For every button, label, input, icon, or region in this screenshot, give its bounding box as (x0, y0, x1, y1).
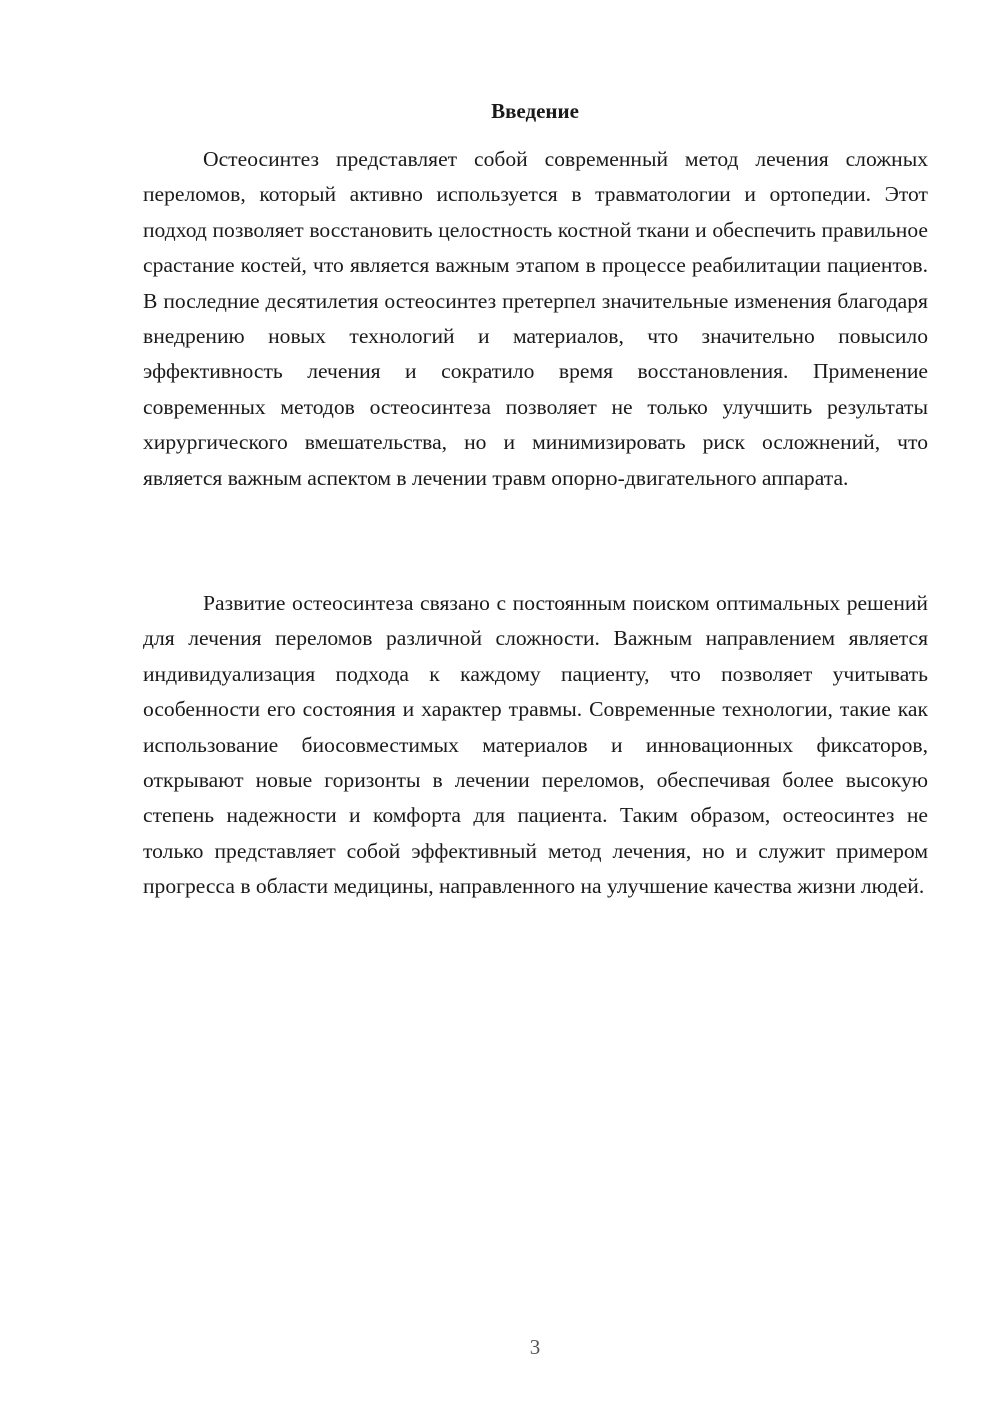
section-heading: Введение (491, 99, 579, 123)
paragraph-2: Развитие остеосинтеза связано с постоянным поиском оптимальных решений для лечения переломов различной сложности. Важным направлением является индивидуализация подхода к каждому пациенту, что позволяет учитывать особенности его состояния и характер травмы. Современные технологии, такие как использование биосовместимых материалов и инновационных фиксаторов, открывают новые горизонты в лечении переломов, обеспечивая более высокую степень надежности и комфорта для пациента. Таким образом, остеосинтез не только представляет собой эффективный метод лечения, но и служит примером прогресса в области медицины, направленного на улучшение качества жизни людей. (143, 591, 928, 899)
page-number: 3 (529, 1335, 541, 1359)
paragraph-1: Остеосинтез представляет собой современный метод лечения сложных переломов, который активно используется в травматологии и ортопедии. Этот подход позволяет восстановить целостность костной ткани и обеспечить правильное срастание костей, что является важным этапом в процессе реабилитации пациентов. В последние десятилетия остеосинтез претерпел значительные изменения благодаря внедрению новых технологий и материалов, что значительно повысило эффективность лечения и сократило время восстановления. Применение современных методов остеосинтеза позволяет не только улучшить результаты хирургического вмешательства, но и минимизировать риск осложнений, что является важным аспектом в лечении травм опорно-двигательного аппарата. (143, 147, 928, 490)
